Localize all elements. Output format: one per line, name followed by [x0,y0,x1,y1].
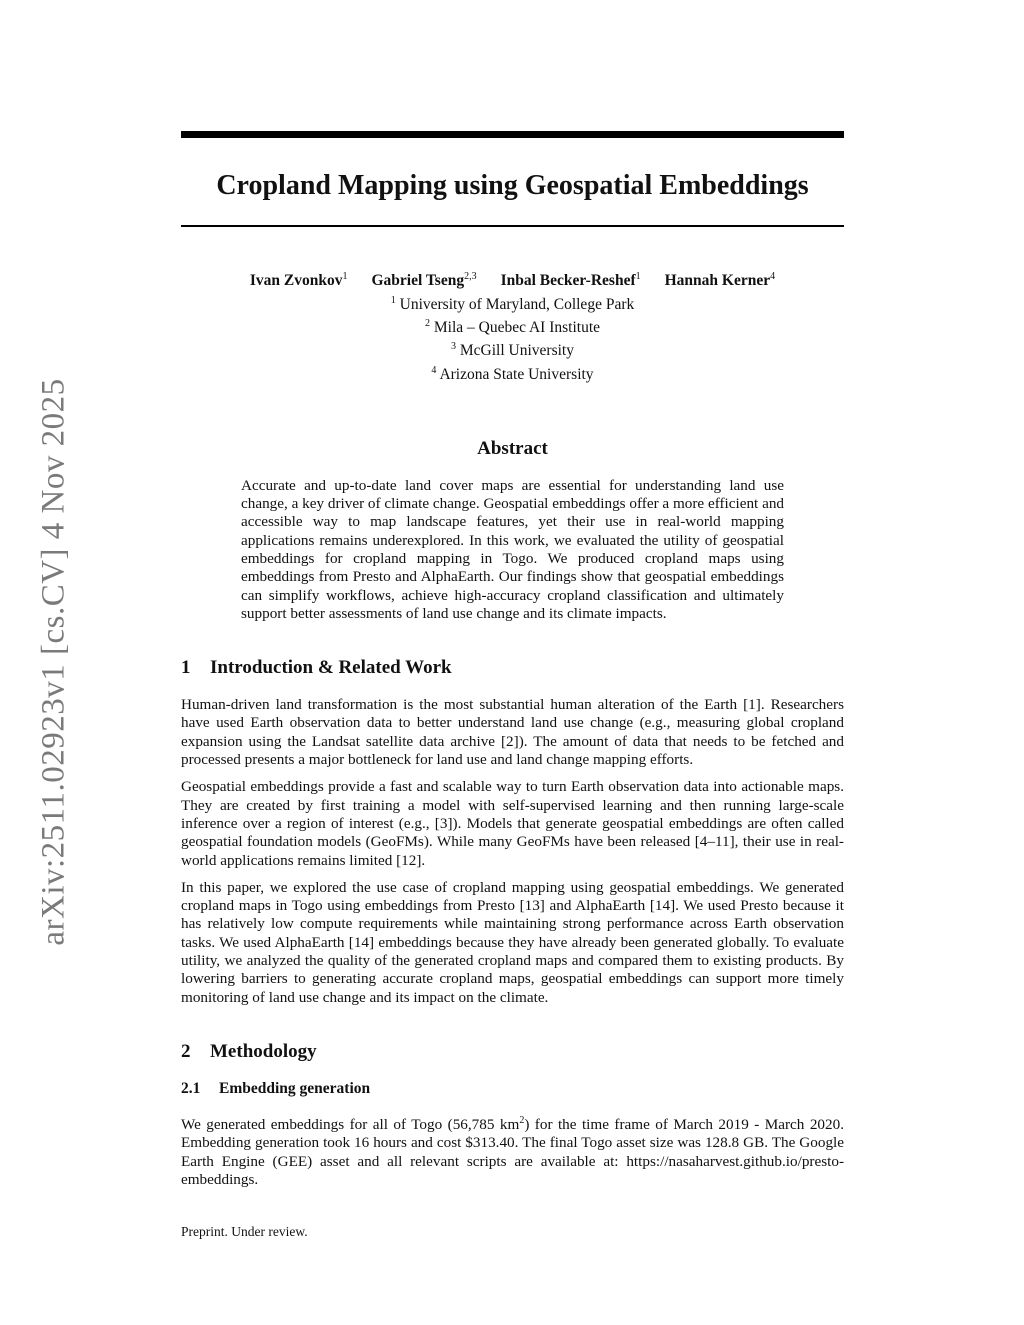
affiliation: $^1$ University of Maryland, College Park [390,295,635,314]
section-heading-introduction: 1 Introduction & Related Work [181,657,452,679]
paper-page [181,131,844,1198]
paragraph: Human-driven land transformation is the most substantial human alteration of the Earth [1]. Researchers have used Earth observation data to better understand land use change (e.g., measuring global cropland expansion using the Landsat satellite data archive [2]). The amount of data that needs to be fetched and processed presents a major bottleneck for land use and land change mapping efforts. [181,696,844,769]
affiliation: $^3$ McGill University [451,341,574,360]
paper-title: Cropland Mapping using Geospatial Embeddings [216,170,809,201]
affiliation: $^4$ Arizona State University [431,364,594,383]
abstract-text: Accurate and up-to-date land cover maps are essential for understanding land use change, a key driver of climate change. Geospatial embeddings offer a more efficient and accessible way to map landscape features, yet their use in real-world mapping applications remains underexplored. In this work, we evaluated the utility of geospatial embeddings for cropland mapping in Togo. We produced cropland maps using embeddings from Presto and AlphaEarth. Our findings show that geospatial embeddings can simplify workflows, achieve high-accuracy cropland classification and ultimately support better assessments of land use change and its climate impacts. [241,476,785,622]
title-top-rule [181,131,844,138]
author-list [181,271,844,290]
affiliation: $^2$ Mila – Quebec AI Institute [424,318,601,337]
abstract-heading: Abstract [477,437,548,459]
paragraph: Geospatial embeddings provide a fast and scalable way to turn Earth observation data into actionable maps. They are created by first training a model with self-supervised learning and then running large-scale inference over a region of interest (e.g., [3]). Models that generate geospatial embeddings are often called geospatial foundation models (GeoFMs). While many GeoFMs have been released [4–11], their use in real-world applications remains limited [12]. [181,778,844,869]
author: Hannah Kerner$^4$ [664,271,776,290]
paragraph: In this paper, we explored the use case of cropland mapping using geospatial embeddings. We generated cropland maps in Togo using embeddings from Presto [13] and AlphaEarth [14]. We used Presto because it has relatively low compute requirements while maintaining strong performance across Earth observation tasks. We used AlphaEarth [14] embeddings because they have already been generated globally. To evaluate utility, we analyzed the quality of the generated cropland maps and compared them to existing products. By lowering barriers to generating accurate cropland maps, geospatial embeddings can support more timely monitoring of land use change and its impact on the climate. [181,878,844,1006]
author: Ivan Zvonkov$^1$ [249,271,348,290]
affiliation-list [181,291,844,384]
paragraph: We generated embeddings for all of Togo (56,785 $km^2$) for the time frame of March 2019 - March 2020. Embedding generation took 16 hours and cost $313.40. The final Togo asset size was 128.8 GB. The Google Earth Engine (GEE) asset and all relevant scripts are available at: https://nasaharvest.github.io/presto-embeddings. [181,1114,844,1188]
footer-note: Preprint. Under review. [181,1224,308,1239]
subsection-heading-embedding-generation: 2.1 Embedding generation [181,1079,371,1097]
arxiv-identifier: arXiv:2511.02923v1 [cs.CV] 4 Nov 2025 [35,378,72,946]
section-heading-methodology: 2 Methodology [181,1040,317,1062]
author: Gabriel Tseng$^{2,3}$ [371,271,477,290]
title-bottom-rule [181,225,844,227]
author: Inbal Becker-Reshef$^1$ [500,271,641,290]
